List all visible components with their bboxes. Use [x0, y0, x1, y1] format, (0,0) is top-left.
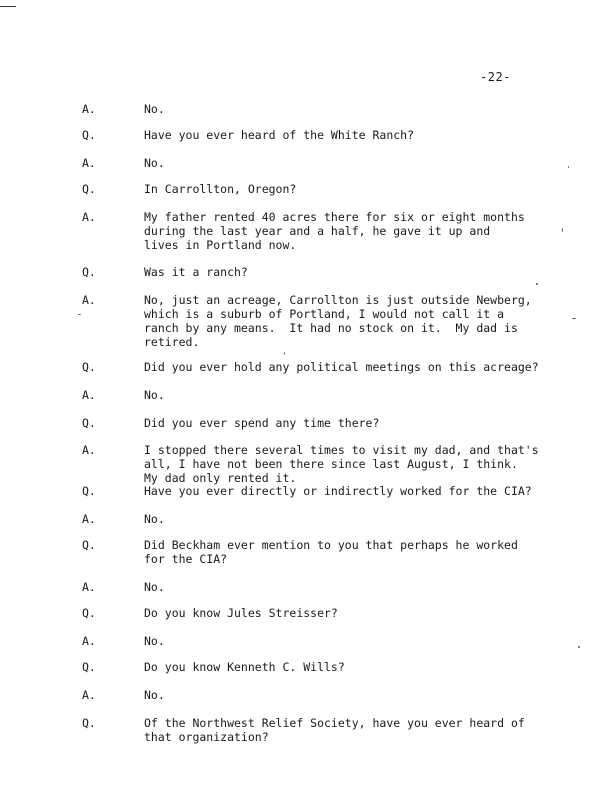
speaker-label: Q.	[82, 484, 96, 498]
speaker-label: Q.	[82, 716, 96, 730]
text-line: ranch by any means. It had no stock on it. My dad is	[144, 321, 518, 335]
text-line: that organization?	[144, 730, 269, 744]
speaker-label: Q.	[82, 538, 96, 552]
entry-text	[144, 660, 564, 674]
speaker-label: A.	[82, 388, 96, 402]
speaker-label: A.	[82, 580, 96, 594]
text-line: all, I have not been there since last August, I think.	[144, 457, 518, 471]
entry-text	[144, 182, 564, 196]
speaker-label: Q.	[82, 360, 96, 374]
entry-text	[144, 716, 564, 744]
text-line: No, just an acreage, Carrollton is just outside Newberg,	[144, 293, 532, 307]
text-line: No.	[144, 580, 165, 594]
entry-text	[144, 606, 564, 620]
text-line: No.	[144, 634, 165, 648]
text-line: I stopped there several times to visit my dad, and that's	[144, 443, 539, 457]
speaker-label: A.	[82, 102, 96, 116]
entry-text	[144, 388, 564, 402]
text-line: Of the Northwest Relief Society, have you ever heard of	[144, 716, 525, 730]
text-line: No.	[144, 102, 165, 116]
text-line: My father rented 40 acres there for six or eight months	[144, 210, 525, 224]
text-line: Did you ever spend any time there?	[144, 416, 380, 430]
speaker-label: Q.	[82, 416, 96, 430]
entry-text	[144, 688, 564, 702]
scan-speck	[568, 166, 569, 168]
speaker-label: Q.	[82, 128, 96, 142]
entry-text	[144, 416, 564, 430]
text-line: No.	[144, 688, 165, 702]
text-line: for the CIA?	[144, 552, 228, 566]
text-line: retired.	[144, 335, 200, 349]
text-line: which is a suburb of Portland, I would not call it a	[144, 307, 505, 321]
text-line: Did Beckham ever mention to you that perhaps he worked	[144, 538, 518, 552]
speaker-label: Q.	[82, 265, 96, 279]
entry-text	[144, 128, 564, 142]
text-line: Have you ever heard of the White Ranch?	[144, 128, 415, 142]
text-line: Was it a ranch?	[144, 265, 248, 279]
text-line: Do you know Jules Streisser?	[144, 606, 338, 620]
scan-speck	[578, 646, 580, 648]
speaker-label: Q.	[82, 606, 96, 620]
entry-text	[144, 102, 564, 116]
entry-text	[144, 293, 564, 349]
scan-speck	[284, 352, 285, 355]
text-line: during the last year and a half, he gave it up and	[144, 224, 491, 238]
speaker-label: A.	[82, 293, 96, 307]
speaker-label: Q.	[82, 182, 96, 196]
entry-text	[144, 210, 564, 252]
corner-scan-mark	[0, 6, 16, 7]
text-line: Did you ever hold any political meetings on this acreage?	[144, 360, 539, 374]
speaker-label: A.	[82, 512, 96, 526]
text-line: lives in Portland now.	[144, 238, 297, 252]
text-line: Have you ever directly or indirectly worked for the CIA?	[144, 484, 532, 498]
scan-speck	[562, 228, 563, 232]
speaker-label: A.	[82, 634, 96, 648]
entry-text	[144, 634, 564, 648]
text-line: My dad only rented it.	[144, 471, 297, 485]
page-number: -22-	[480, 70, 511, 84]
text-line: Do you know Kenneth C. Wills?	[144, 660, 345, 674]
entry-text	[144, 538, 564, 566]
text-line: No.	[144, 512, 165, 526]
scan-speck	[572, 318, 576, 319]
speaker-label: Q.	[82, 660, 96, 674]
text-line: No.	[144, 388, 165, 402]
speaker-label: A.	[82, 443, 96, 457]
speaker-label: A.	[82, 156, 96, 170]
entry-text	[144, 512, 564, 526]
entry-text	[144, 484, 564, 498]
entry-text	[144, 443, 564, 485]
speaker-label: A.	[82, 210, 96, 224]
scan-speck	[78, 314, 81, 315]
text-line: In Carrollton, Oregon?	[144, 182, 297, 196]
entry-text	[144, 580, 564, 594]
entry-text	[144, 265, 564, 279]
entry-text	[144, 360, 564, 374]
entry-text	[144, 156, 564, 170]
speaker-label: A.	[82, 688, 96, 702]
scan-speck	[536, 283, 538, 285]
text-line: No.	[144, 156, 165, 170]
